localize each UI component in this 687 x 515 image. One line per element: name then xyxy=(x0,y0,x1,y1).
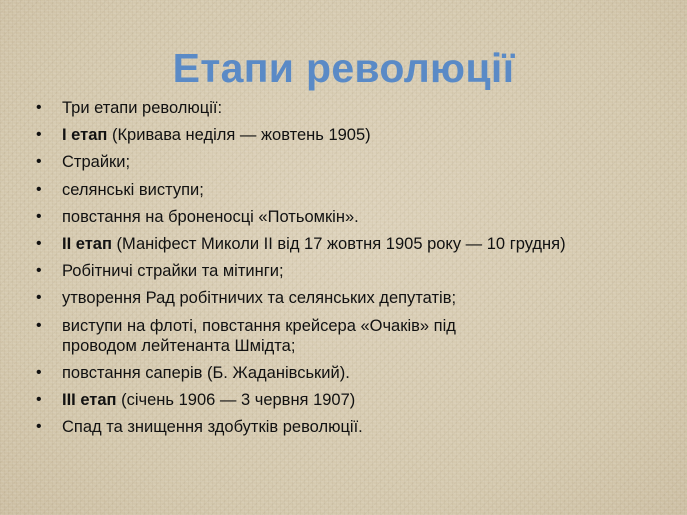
bullet-icon: • xyxy=(36,390,42,408)
list-item xyxy=(36,261,636,281)
list-item xyxy=(36,207,636,227)
list-item xyxy=(36,125,636,145)
list-item xyxy=(36,316,502,356)
list-item xyxy=(36,234,636,254)
stage-label: ІІІ етап xyxy=(62,390,117,409)
list-item xyxy=(36,152,636,172)
item-text: утворення Рад робітничих та селянських депутатів; xyxy=(62,289,457,308)
item-text: повстання саперів (Б. Жаданівський). xyxy=(62,363,350,382)
bullet-icon: • xyxy=(36,207,42,225)
stage-label: ІІ етап xyxy=(62,234,112,253)
slide-title: Етапи революції xyxy=(172,45,515,91)
list-item xyxy=(36,288,636,308)
item-text: селянські виступи; xyxy=(62,180,204,199)
bullet-icon: • xyxy=(36,153,42,171)
list-item xyxy=(36,417,636,437)
item-text: (Маніфест Миколи ІІ від 17 жовтня 1905 року — 10 грудня) xyxy=(111,234,566,253)
item-text: Страйки; xyxy=(62,153,131,172)
list-item xyxy=(36,98,636,118)
list-item xyxy=(36,180,636,200)
bullet-icon: • xyxy=(36,180,42,198)
bullet-icon: • xyxy=(36,316,42,334)
list-item xyxy=(36,363,636,383)
bullet-icon: • xyxy=(36,99,42,116)
list-item xyxy=(36,390,636,410)
bullet-icon: • xyxy=(36,363,42,381)
bullet-icon: • xyxy=(36,418,42,436)
bullet-icon: • xyxy=(36,262,42,280)
item-text: Три етапи революції: xyxy=(62,99,223,117)
bullet-icon: • xyxy=(36,234,42,252)
item-text: Робітничі страйки та мітинги; xyxy=(62,262,284,281)
item-text: повстання на броненосці «Потьомкін». xyxy=(62,207,359,226)
item-text: (Кривава неділя — жовтень 1905) xyxy=(107,126,371,145)
item-text: (січень 1906 — 3 червня 1907) xyxy=(116,390,356,409)
item-text: Спад та знищення здобутків революції. xyxy=(62,418,363,437)
bullet-icon: • xyxy=(36,126,42,144)
stage-label: І етап xyxy=(62,126,108,145)
bullet-icon: • xyxy=(36,289,42,307)
bullet-list xyxy=(36,98,636,444)
item-text: виступи на флоті, повстання крейсера «Очаків» під проводом лейтенанта Шмідта; xyxy=(62,316,456,355)
